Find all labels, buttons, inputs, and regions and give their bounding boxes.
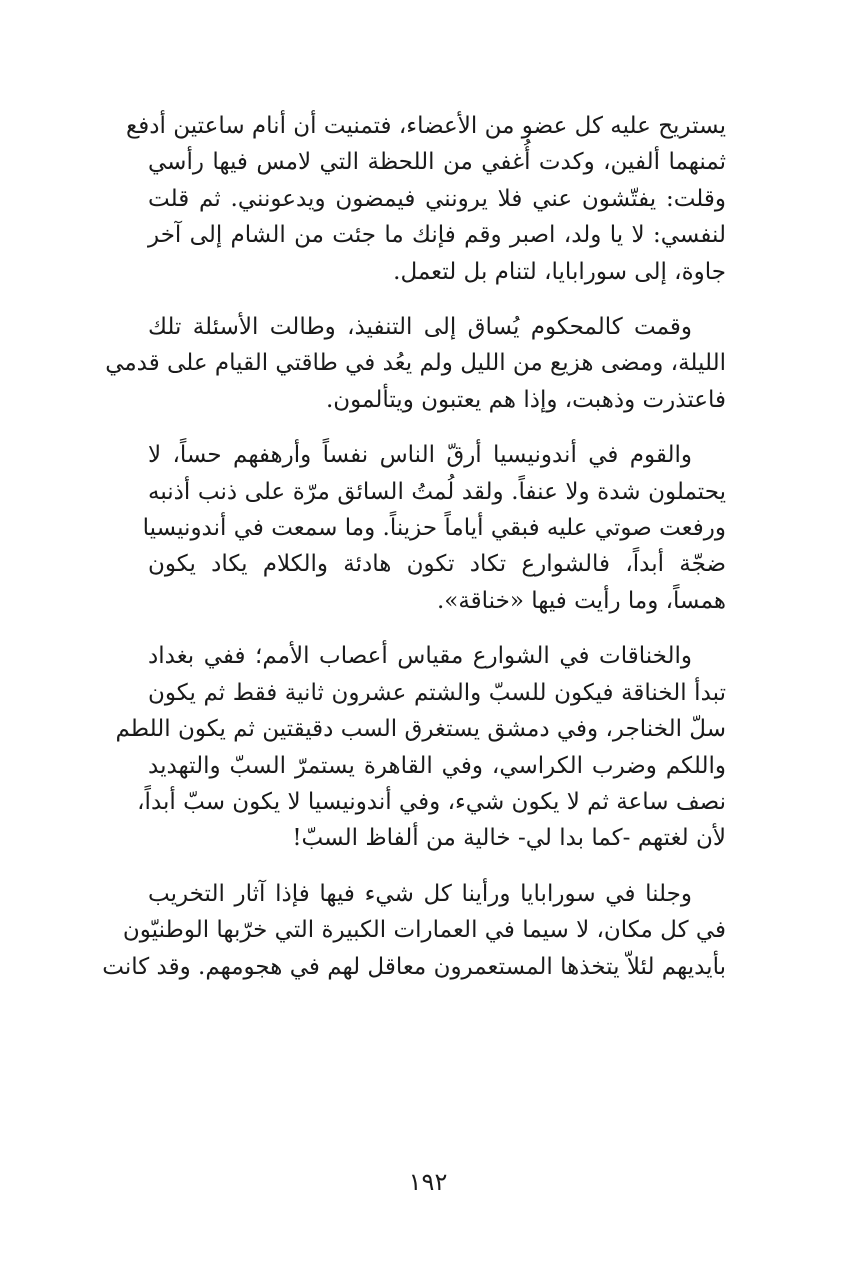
text-line: في كل مكان، لا سيما في العمارات الكبيرة التي خرّبها الوطنيّون [122,917,726,944]
text-line: والخناقات في الشوارع مقياس أعصاب الأمم؛ ففي بغداد [148,643,692,670]
text-line: بأيديهم لئلاّ يتخذها المستعمرون معاقل لهم في هجومهم. وقد كانت [102,953,726,980]
text-line: والقوم في أندونيسيا أرقّ الناس نفساً وأرهفهم حساً، لا [148,442,692,469]
text-line: نصف ساعة ثم لا يكون شيء، وفي أندونيسيا لا يكون سبّ أبداً، [137,788,726,815]
text-line: همساً، وما رأيت فيها «خناقة». [436,587,726,614]
paragraph-2 [105,309,726,418]
paragraph-3 [142,437,726,619]
text-line: وجلنا في سورابايا ورأينا كل شيء فيها فإذا آثار التخريب [148,880,692,907]
page-number: ١٩٢ [408,1168,448,1196]
text-line: يحتملون شدة ولا عنفاً. ولقد لُمتُ السائق مرّة على ذنب أذنبه [148,478,726,505]
text-line: ثمنهما ألفين، وكدت أُغفي من اللحظة التي لامس فيها رأسي [148,149,726,176]
text-line: جاوة، إلى سورابايا، لتنام بل لتعمل. [393,258,726,285]
page-body [102,108,726,1004]
text-line: ورفعت صوتي عليه فبقي أياماً حزيناً. وما سمعت في أندونيسيا [142,515,726,542]
paragraph-4 [115,638,726,856]
paragraph-5 [102,876,726,985]
text-line: فاعتذرت وذهبت، وإذا هم يعتبون ويتألمون. [325,386,726,413]
text-line: الليلة، ومضى هزيع من الليل ولم يعُد في طاقتي القيام على قدمي [105,350,726,377]
text-line: تبدأ الخناقة فيكون للسبّ والشتم عشرون ثانية فقط ثم يكون [148,679,726,706]
text-line: ضجّة أبداً، فالشوارع تكاد تكون هادئة والكلام يكاد يكون [148,551,726,578]
text-line: وقلت: يفتّشون عني فلا يرونني فيمضون ويدعونني. ثم قلت [148,185,726,212]
text-line: لأن لغتهم -كما بدا لي- خالية من ألفاظ السبّ! [292,825,726,852]
text-line: لنفسي: لا يا ولد، اصبر وقم فإنك ما جئت من الشام إلى آخر [148,222,726,249]
paragraph-1 [126,108,726,290]
text-line: سلّ الخناجر، وفي دمشق يستغرق السب دقيقتين ثم يكون اللطم [115,716,726,743]
text-line: يستريح عليه كل عضو من الأعضاء، فتمنيت أن أنام ساعتين أدفع [126,113,726,139]
text-line: وقمت كالمحكوم يُساق إلى التنفيذ، وطالت الأسئلة تلك [148,314,692,341]
text-line: واللكم وضرب الكراسي، وفي القاهرة يستمرّ السبّ والتهديد [148,752,726,779]
